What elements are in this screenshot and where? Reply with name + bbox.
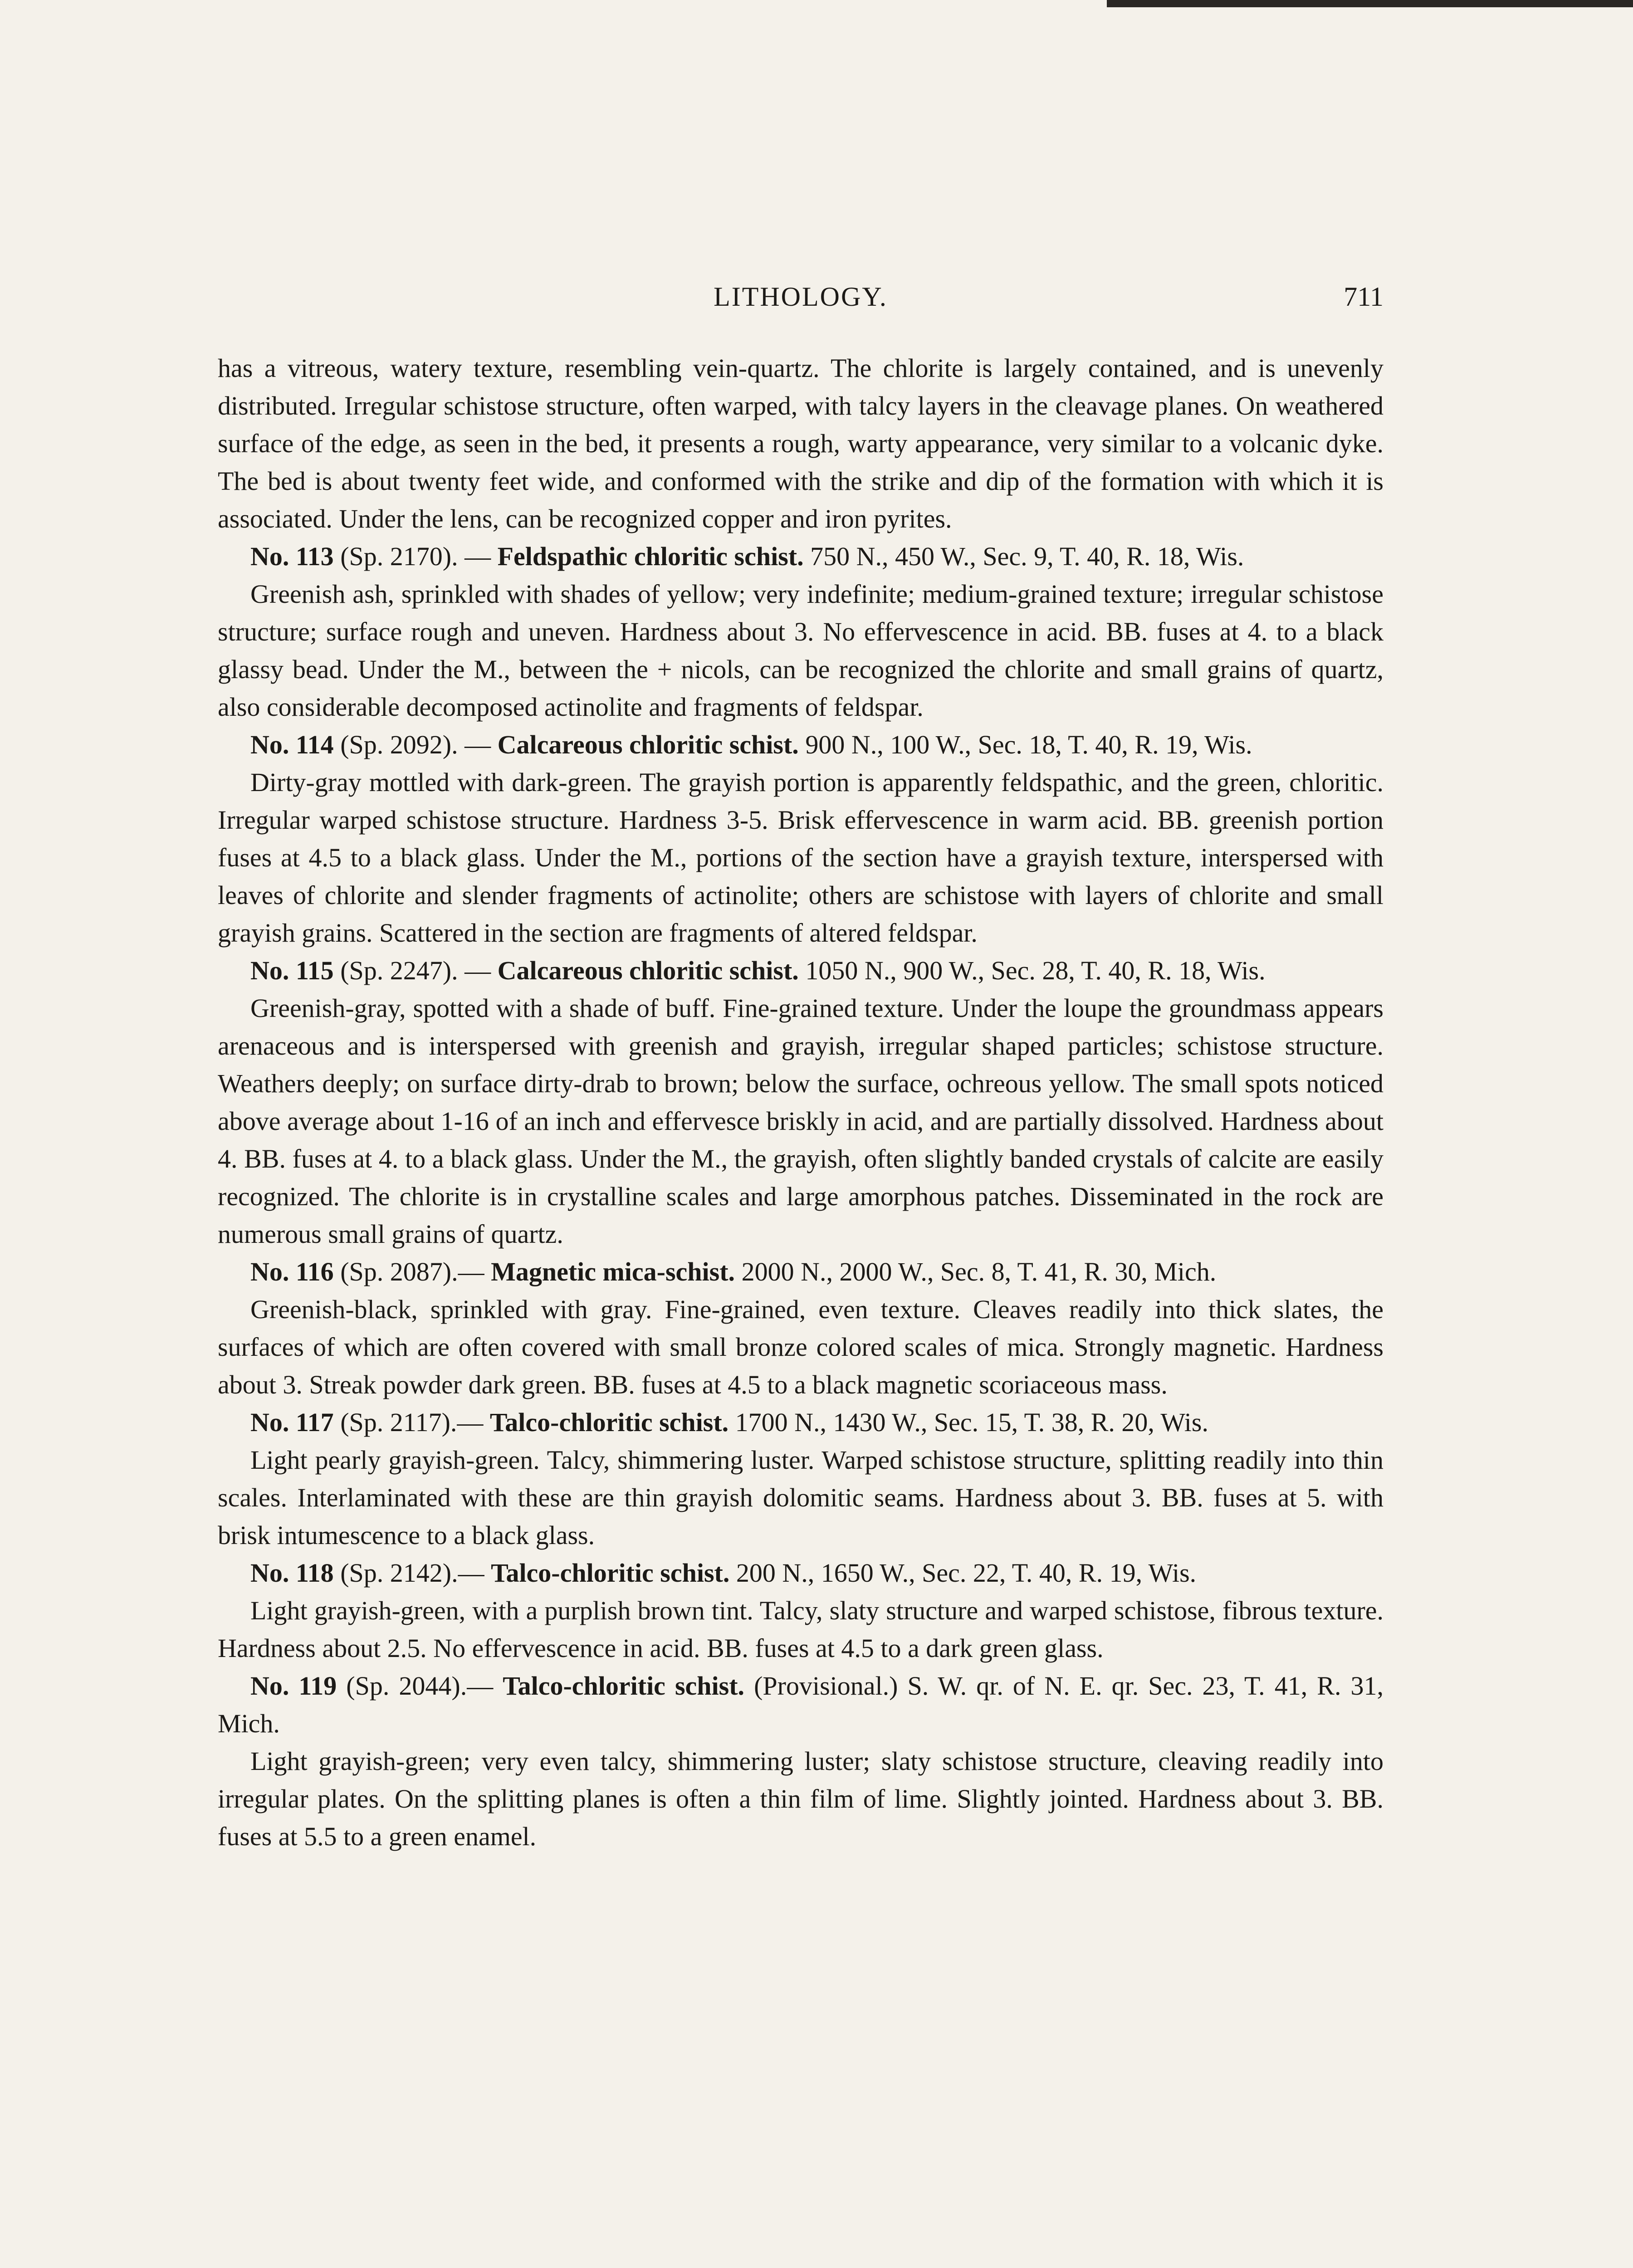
specimen-description-114: Dirty-gray mottled with dark-green. The grayish portion is apparently feldspathic, and the green, chloritic. Irregular warped schistose structure. Hardness 3-5. Brisk effervescence in warm acid. BB. greenish portion fuses at 4.5 to a black glass. Under the M., portions of the section have a grayish texture, interspersed with leaves of chlorite and slender fragments of actinolite; others are schistose with layers of chlorite and small grayish grains. Scattered in the section are fragments of altered feldspar.	[218, 767, 1384, 948]
specimen-number: No. 116	[250, 1257, 334, 1286]
specimen-location: 900 N., 100 W., Sec. 18, T. 40, R. 19, Wis.	[798, 730, 1252, 759]
running-title: LITHOLOGY.	[714, 282, 888, 312]
specimen-location: 750 N., 450 W., Sec. 9, T. 40, R. 18, Wis.	[803, 542, 1244, 571]
page	[218, 281, 1384, 1855]
specimen-heading-117	[218, 1403, 1384, 1441]
specimen-description-117: Light pearly grayish-green. Talcy, shimmering luster. Warped schistose structure, splitting readily into thin scales. Interlaminated with these are thin grayish dolomitic seams. Hardness about 3. BB. fuses at 5. with brisk intumescence to a black glass.	[218, 1445, 1384, 1550]
specimen-location: 2000 N., 2000 W., Sec. 8, T. 41, R. 30, Mich.	[735, 1257, 1217, 1286]
specimen-ref: (Sp. 2092). —	[333, 730, 498, 759]
specimen-heading-115	[218, 952, 1384, 989]
specimen-heading-116	[218, 1253, 1384, 1290]
specimen-number: No. 115	[250, 956, 334, 985]
specimen-ref: (Sp. 2170). —	[333, 542, 498, 571]
specimen-number: No. 114	[250, 730, 334, 759]
specimen-number: No. 119	[250, 1671, 337, 1701]
specimen-name: Calcareous chloritic schist.	[497, 730, 799, 759]
specimen-name: Magnetic mica-schist.	[491, 1257, 735, 1286]
specimen-ref: (Sp. 2142).—	[333, 1558, 491, 1588]
top-edge-rule	[1107, 0, 1633, 7]
specimen-number: No. 113	[250, 542, 334, 571]
specimen-description-119: Light grayish-green; very even talcy, shimmering luster; slaty schistose structure, cleaving readily into irregular plates. On the splitting planes is often a thin film of lime. Slightly jointed. Hardness about 3. BB. fuses at 5.5 to a green enamel.	[218, 1746, 1384, 1851]
specimen-name: Calcareous chloritic schist.	[497, 956, 799, 985]
specimen-heading-113	[218, 538, 1384, 575]
specimen-description-118: Light grayish-green, with a purplish brown tint. Talcy, slaty structure and warped schistose, fibrous texture. Hardness about 2.5. No effervescence in acid. BB. fuses at 4.5 to a dark green glass.	[218, 1596, 1384, 1663]
specimen-heading-118	[218, 1554, 1384, 1592]
running-head	[218, 281, 1384, 336]
specimen-name: Feldspathic chloritic schist.	[497, 542, 804, 571]
specimen-number: No. 118	[250, 1558, 334, 1588]
specimen-number: No. 117	[250, 1408, 334, 1437]
specimen-location: (Provisional.) S. W. qr. of N. E. qr. Sec. 23, T. 41, R. 31, Mich.	[218, 1671, 1384, 1738]
page-body	[218, 349, 1384, 1855]
page-number: 711	[1344, 282, 1384, 312]
specimen-ref: (Sp. 2087).—	[333, 1257, 491, 1286]
specimen-ref: (Sp. 2044).—	[337, 1671, 503, 1701]
specimen-heading-119	[218, 1667, 1384, 1742]
specimen-ref: (Sp. 2117).—	[333, 1408, 490, 1437]
specimen-location: 1050 N., 900 W., Sec. 28, T. 40, R. 18, Wis.	[798, 956, 1266, 985]
specimen-description-113: Greenish ash, sprinkled with shades of yellow; very indefinite; medium-grained texture; irregular schistose structure; surface rough and uneven. Hardness about 3. No effervescence in acid. BB. fuses at 4. to a black glassy bead. Under the M., between the + nicols, can be recognized the chlorite and small grains of quartz, also considerable decomposed actinolite and fragments of feldspar.	[218, 579, 1384, 722]
specimen-name: Talco-chloritic schist.	[503, 1671, 745, 1701]
specimen-name: Talco-chloritic schist.	[491, 1558, 730, 1588]
specimen-location: 1700 N., 1430 W., Sec. 15, T. 38, R. 20, Wis.	[728, 1408, 1208, 1437]
continued-paragraph: has a vitreous, watery texture, resembling vein-quartz. The chlorite is largely contained, and is unevenly distributed. Irregular schistose structure, often warped, with talcy layers in the cleavage planes. On weathered surface of the edge, as seen in the bed, it presents a rough, warty appearance, very similar to a volcanic dyke. The bed is about twenty feet wide, and conformed with the strike and dip of the formation with which it is associated. Under the lens, can be recognized copper and iron pyrites.	[218, 353, 1384, 533]
specimen-ref: (Sp. 2247). —	[333, 956, 498, 985]
specimen-location: 200 N., 1650 W., Sec. 22, T. 40, R. 19, Wis.	[729, 1558, 1197, 1588]
specimen-description-115: Greenish-gray, spotted with a shade of buff. Fine-grained texture. Under the loupe the groundmass appears arenaceous and is interspersed with greenish and grayish, irregular shaped particles; schistose structure. Weathers deeply; on surface dirty-drab to brown; below the surface, ochreous yellow. The small spots noticed above average about 1-16 of an inch and effervesce briskly in acid, and are partially dissolved. Hardness about 4. BB. fuses at 4. to a black glass. Under the M., the grayish, often slightly banded crystals of calcite are easily recognized. The chlorite is in crystalline scales and large amorphous patches. Disseminated in the rock are numerous small grains of quartz.	[218, 993, 1384, 1249]
specimen-name: Talco-chloritic schist.	[489, 1408, 729, 1437]
specimen-description-116: Greenish-black, sprinkled with gray. Fine-grained, even texture. Cleaves readily into thick slates, the surfaces of which are often covered with small bronze colored scales of mica. Strongly magnetic. Hardness about 3. Streak powder dark green. BB. fuses at 4.5 to a black magnetic scoriaceous mass.	[218, 1295, 1384, 1399]
specimen-heading-114	[218, 726, 1384, 763]
